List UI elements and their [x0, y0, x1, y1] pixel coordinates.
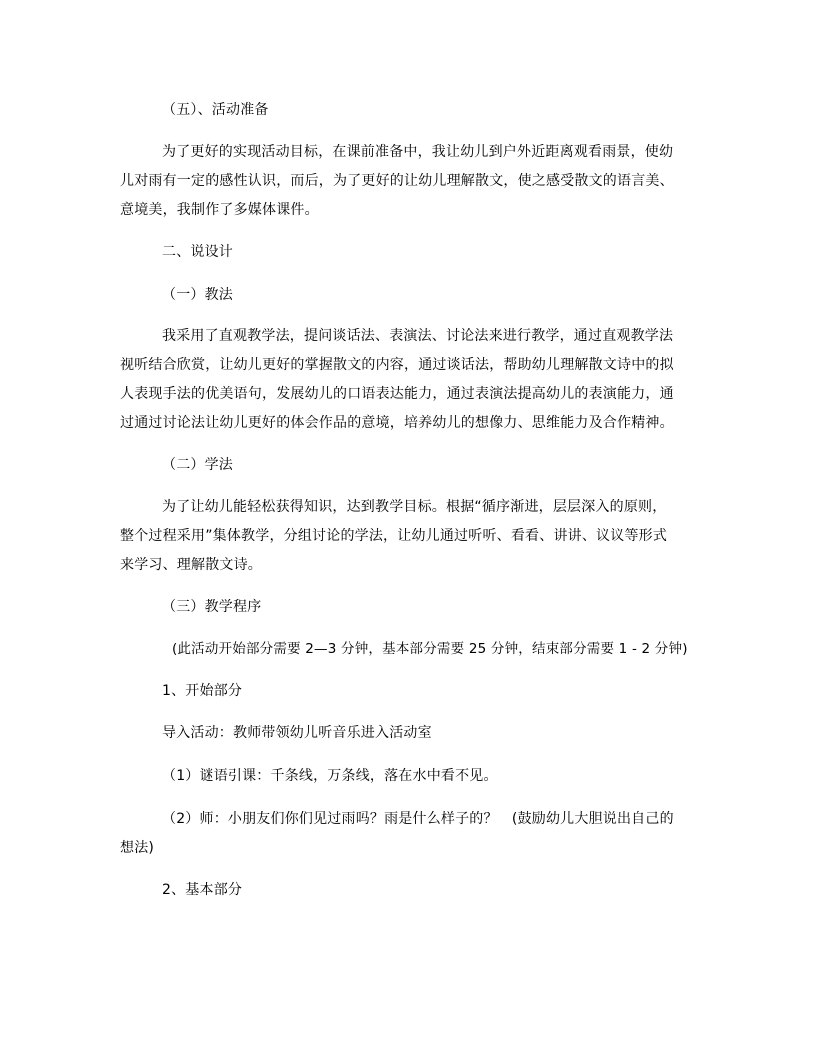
section-5-heading: （五）、活动准备 — [162, 102, 269, 118]
paragraph-1-line-1: 为了更好的实现活动目标，在课前准备中，我让幼儿到户外近距离观看雨景，使幼 — [162, 144, 674, 160]
paragraph-2-line-3: 人表现手法的优美语句，发展幼儿的口语表达能力，通过表演法提高幼儿的表演能力，通 — [120, 386, 674, 402]
paragraph-3-line-2: 整个过程采用”集体教学，分组讨论的学法，让幼儿通过听听、看看、讲讲、议议等形式 — [120, 528, 668, 544]
paragraph-1-line-3: 意境美，我制作了多媒体课件。 — [120, 202, 319, 218]
subsection-2-heading: （二）学法 — [162, 457, 233, 473]
timing-note: (此活动开始部分需要 2—3 分钟，基本部分需要 25 分钟，结束部分需要 1 - 2 分钟) — [172, 641, 688, 657]
paragraph-1-line-2: 儿对雨有一定的感性认识，而后，为了更好的让幼儿理解散文，使之感受散文的语言美、 — [120, 173, 674, 189]
item-2-line-1: （2）师：小朋友们你们见过雨吗？雨是什么样子的？ (鼓励幼儿大胆说出自己的 — [162, 811, 674, 827]
paragraph-2-line-2: 视听结合欣赏，让幼儿更好的掌握散文的内容，通过谈话法，帮助幼儿理解散文诗中的拟 — [120, 357, 674, 373]
subsection-3-heading: （三）教学程序 — [162, 599, 262, 615]
paragraph-2-line-1: 我采用了直观教学法，提问谈话法、表演法、讨论法来进行教学，通过直观教学法 — [162, 328, 674, 344]
item-2-line-2: 想法) — [120, 840, 155, 856]
paragraph-2-line-4: 过通过讨论法让幼儿更好的体会作品的意境，培养幼儿的想像力、思维能力及合作精神。 — [120, 415, 674, 431]
paragraph-3-line-1: 为了让幼儿能轻松获得知识，达到教学目标。根据“循序渐进，层层深入的原则， — [162, 499, 667, 515]
part-1-heading: 1、开始部分 — [162, 683, 243, 699]
subsection-1-heading: （一）教法 — [162, 287, 233, 303]
item-1-riddle: （1）谜语引课：千条线，万条线，落在水中看不见。 — [162, 768, 498, 784]
part-2-heading: 2、基本部分 — [162, 882, 243, 898]
paragraph-3-line-3: 来学习、理解散文诗。 — [120, 557, 262, 573]
section-2-heading: 二、说设计 — [162, 244, 233, 260]
intro-activity: 导入活动：教师带领幼儿听音乐进入活动室 — [162, 725, 432, 741]
